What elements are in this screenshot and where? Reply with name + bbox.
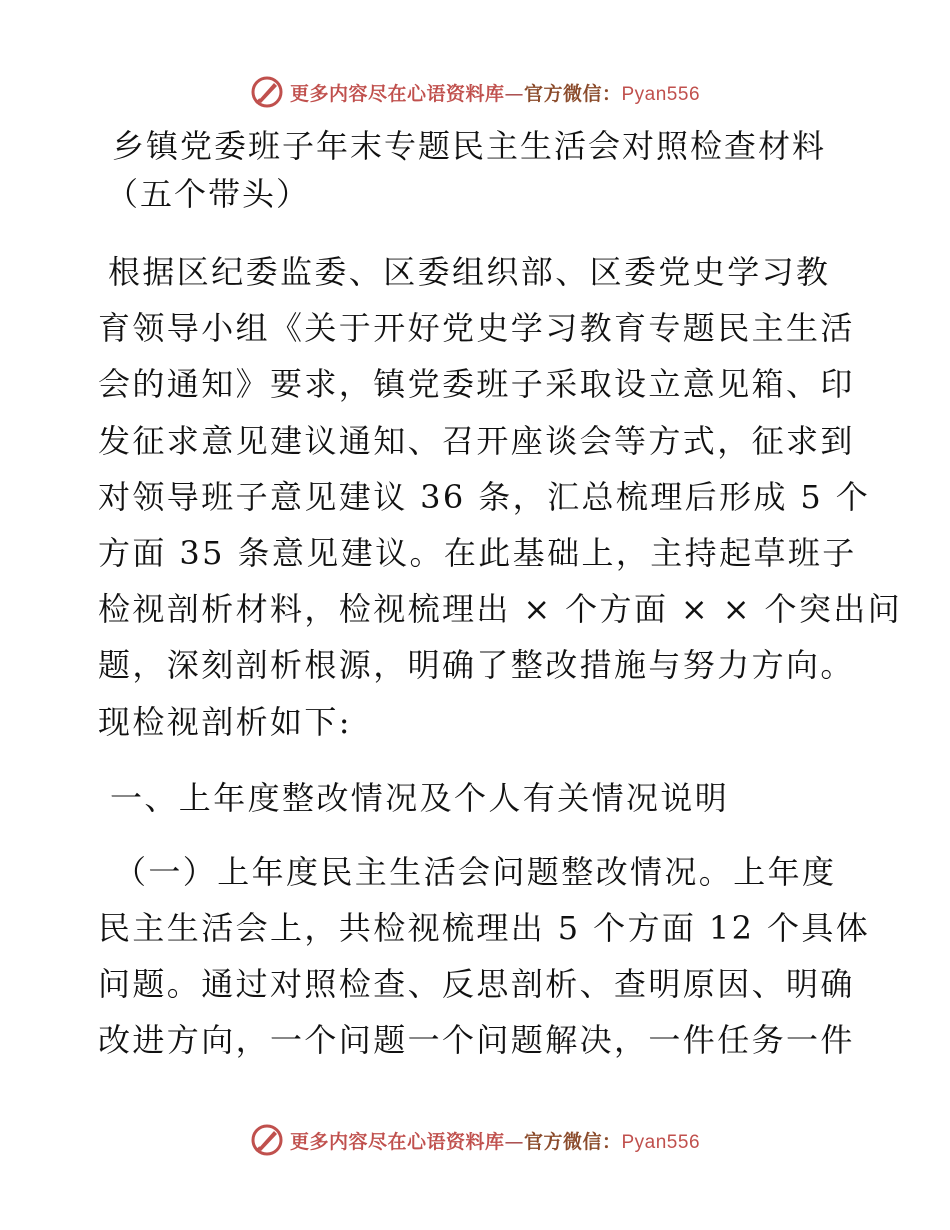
header-watermark xyxy=(0,72,950,112)
text-line: 会的通知》要求，镇党委班子采取设立意见箱、印 xyxy=(98,365,855,404)
text-line: 题，深刻剖析根源，明确了整改措施与努力方向。 xyxy=(98,646,855,685)
watermark-official-label: 官方微信： xyxy=(523,1130,622,1153)
text-line: 问题。通过对照检查、反思剖析、查明原因、明确 xyxy=(98,965,855,1004)
text-line: 发征求意见建议通知、召开座谈会等方式，征求到 xyxy=(98,421,855,460)
intro-paragraph xyxy=(98,244,903,750)
section-heading: 一、上年度整改情况及个人有关情况说明 xyxy=(110,778,730,817)
text-line: 现检视剖析如下: xyxy=(98,702,352,741)
watermark-brand: 更多内容尽在心语资料库 xyxy=(289,1130,505,1153)
title-line-1: 乡镇党委班子年末专题民主生活会对照检查材料 xyxy=(112,127,827,165)
watermark-brand: 更多内容尽在心语资料库 xyxy=(289,82,505,105)
watermark-wechat-id: Pyan556 xyxy=(621,1131,701,1153)
watermark-separator: — xyxy=(504,1130,524,1153)
text-line: 根据区纪委监委、区委组织部、区委党史学习教 xyxy=(108,253,831,291)
text-line: 对领导班子意见建议 36 条，汇总梳理后形成 5 个 xyxy=(98,477,871,516)
text-line: 育领导小组《关于开好党史学习教育专题民主生活 xyxy=(98,309,855,348)
watermark-separator: — xyxy=(504,82,524,105)
quill-logo-icon xyxy=(250,1123,284,1157)
quill-logo-icon xyxy=(250,75,284,109)
text-line: 民主生活会上，共检视梳理出 5 个方面 12 个具体 xyxy=(98,909,871,948)
watermark-wechat-id: Pyan556 xyxy=(621,83,701,105)
footer-watermark xyxy=(0,1120,950,1160)
text-line: （一）上年度民主生活会问题整改情况。上年度 xyxy=(114,852,837,891)
watermark-official-label: 官方微信： xyxy=(523,82,622,105)
text-line: 改进方向，一个问题一个问题解决，一件任务一件 xyxy=(98,1021,855,1060)
text-line: 检视剖析材料，检视梳理出 × 个方面 × × 个突出问 xyxy=(98,590,903,629)
document-body xyxy=(98,122,903,1069)
subsection-paragraph xyxy=(98,844,871,1069)
title-line-2: （五个带头） xyxy=(106,175,311,213)
document-title xyxy=(98,122,858,218)
text-line: 方面 35 条意见建议。在此基础上，主持起草班子 xyxy=(98,534,857,573)
